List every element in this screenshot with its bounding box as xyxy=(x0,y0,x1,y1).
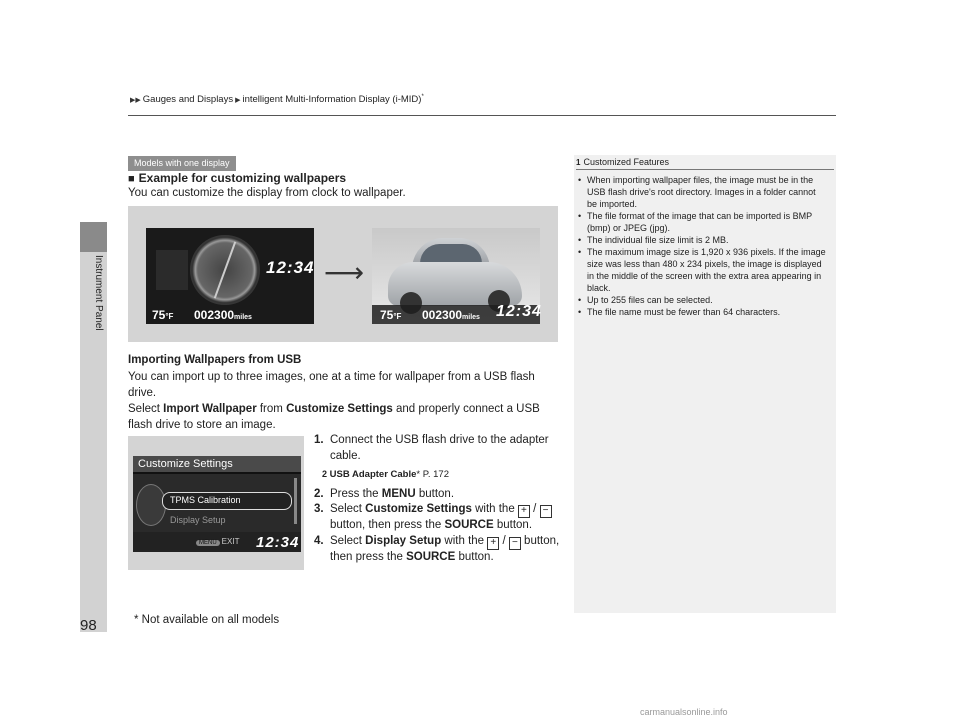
import-wallpaper-term: Import Wallpaper xyxy=(163,403,257,415)
odometer-readout xyxy=(194,308,252,322)
chapter-label: Instrument Panel xyxy=(93,255,104,331)
plus-button-icon: + xyxy=(518,505,530,518)
square-bullet-icon: ■ xyxy=(128,173,135,185)
step-text: with the xyxy=(471,503,518,515)
customize-settings-term: Customize Settings xyxy=(365,503,472,515)
footnote-star: * xyxy=(421,94,424,100)
clock-side-panel xyxy=(156,250,188,290)
reference-arrow-icon: 2 xyxy=(322,469,328,479)
minus-button-icon: − xyxy=(540,505,552,518)
display-setup-term: Display Setup xyxy=(365,534,442,547)
source-button-term: SOURCE xyxy=(406,550,456,563)
list-item: • Up to 255 files can be selected. xyxy=(578,294,828,306)
odometer-unit: miles xyxy=(462,314,480,321)
odometer-value: 002300 xyxy=(194,308,235,322)
settings-item-tpms[interactable]: TPMS Calibration xyxy=(170,495,241,505)
step-text: Connect the USB flash drive to the adapter cable. xyxy=(330,434,549,462)
step-text: button. xyxy=(493,519,533,531)
reference-label[interactable]: USB Adapter Cable xyxy=(329,469,417,480)
temperature-unit: °F xyxy=(165,312,174,321)
section-title xyxy=(128,171,346,185)
page-number: 98 xyxy=(80,617,97,634)
temperature-unit: °F xyxy=(393,312,402,321)
odometer-value: 002300 xyxy=(422,308,463,322)
step-number: 1. xyxy=(314,434,324,446)
menu-button-term: MENU xyxy=(381,487,416,500)
text-run: from xyxy=(256,403,287,415)
watermark: carmanualsonline.info xyxy=(640,707,728,717)
list-item: • When importing wallpaper files, the image must be in the USB flash drive's root directory. Images in a folder cannot be imported. xyxy=(578,174,828,210)
breadcrumb-arrow-icon: ▶▶ xyxy=(130,97,141,105)
importing-title: Importing Wallpapers from USB xyxy=(128,354,302,366)
step-text: button, then press the xyxy=(330,519,445,531)
settings-clock-time: 12:34 xyxy=(256,534,300,551)
step-4 xyxy=(314,534,564,566)
temperature-value: 75 xyxy=(380,308,394,322)
section-title-text: Example for customizing wallpapers xyxy=(138,171,347,185)
settings-item-display-setup[interactable]: Display Setup xyxy=(170,515,226,525)
wallpaper-clock-time: 12:34 xyxy=(496,303,542,320)
section-intro: You can customize the display from clock to wallpaper. xyxy=(128,187,406,199)
step-text: / xyxy=(529,503,540,515)
step-3 xyxy=(314,502,564,534)
step-number: 2. xyxy=(314,487,324,500)
list-item: • The file format of the image that can be imported is BMP (bmp) or JPEG (jpg). xyxy=(578,210,828,234)
step-2 xyxy=(314,487,564,503)
odometer-readout xyxy=(422,308,480,322)
note-marker-icon: 1 xyxy=(576,158,581,167)
list-item: • The file name must be fewer than 64 characters. xyxy=(578,306,828,318)
header-divider xyxy=(128,115,836,116)
step-text: Press the xyxy=(330,487,382,500)
chapter-tab-marker xyxy=(80,222,107,252)
list-item: • The maximum image size is 1,920 x 936 pixels. If the image size was less than 480 x 234 pixels, the image is displayed in the middle of the screen with the extra area appearing in black. xyxy=(578,246,828,294)
breadcrumb xyxy=(128,94,424,105)
step-text: button, then press the xyxy=(330,534,560,563)
text-run: and properly connect a USB flash drive to store an image. xyxy=(128,403,540,431)
step-text: Select xyxy=(330,534,366,547)
breadcrumb-imid[interactable]: intelligent Multi-Information Display (i-MID) xyxy=(242,94,422,106)
reference-page[interactable]: P. 172 xyxy=(420,469,449,480)
plus-button-icon: + xyxy=(487,537,499,550)
step-text: button. xyxy=(455,550,494,563)
clock-time: 12:34 xyxy=(266,258,315,277)
breadcrumb-arrow-icon: ▶ xyxy=(235,97,241,105)
step-text: / xyxy=(499,534,509,547)
step-text: Select xyxy=(330,503,366,515)
footnote-star: * xyxy=(416,469,421,480)
minus-button-icon: − xyxy=(509,537,521,550)
heading-text: Customized Features xyxy=(583,157,669,167)
temperature-readout xyxy=(152,308,173,322)
step-text: with the xyxy=(441,534,488,547)
settings-scrollbar[interactable] xyxy=(294,478,297,524)
breadcrumb-gauges[interactable]: Gauges and Displays xyxy=(142,94,234,106)
list-item: • The individual file size limit is 2 MB. xyxy=(578,234,828,246)
footnote: * Not available on all models xyxy=(134,614,280,626)
cross-reference[interactable] xyxy=(322,467,564,483)
exit-label: EXIT xyxy=(221,537,240,546)
customized-features-list xyxy=(578,174,828,318)
step-number: 3. xyxy=(314,503,324,515)
menu-tag: MENU xyxy=(196,540,220,546)
notes-divider xyxy=(576,169,834,170)
menu-exit-hint xyxy=(196,537,239,546)
selector-knob-icon xyxy=(136,484,166,526)
text-run: Select xyxy=(128,403,164,415)
procedure-steps xyxy=(314,433,564,565)
step-number: 4. xyxy=(314,534,324,547)
step-text: button. xyxy=(415,487,455,500)
settings-title: Customize Settings xyxy=(138,458,233,470)
arrow-right-icon: ⟶ xyxy=(324,257,365,288)
customize-settings-term: Customize Settings xyxy=(286,403,393,415)
select-instruction xyxy=(128,402,558,433)
source-button-term: SOURCE xyxy=(444,519,494,531)
model-badge: Models with one display xyxy=(128,156,236,171)
step-1 xyxy=(314,433,564,464)
temperature-value: 75 xyxy=(152,308,166,322)
temperature-readout xyxy=(380,308,401,322)
importing-text: You can import up to three images, one at a time for wallpaper from a USB flash drive. xyxy=(128,371,535,399)
odometer-unit: miles xyxy=(234,314,252,321)
customized-features-heading xyxy=(576,157,669,167)
